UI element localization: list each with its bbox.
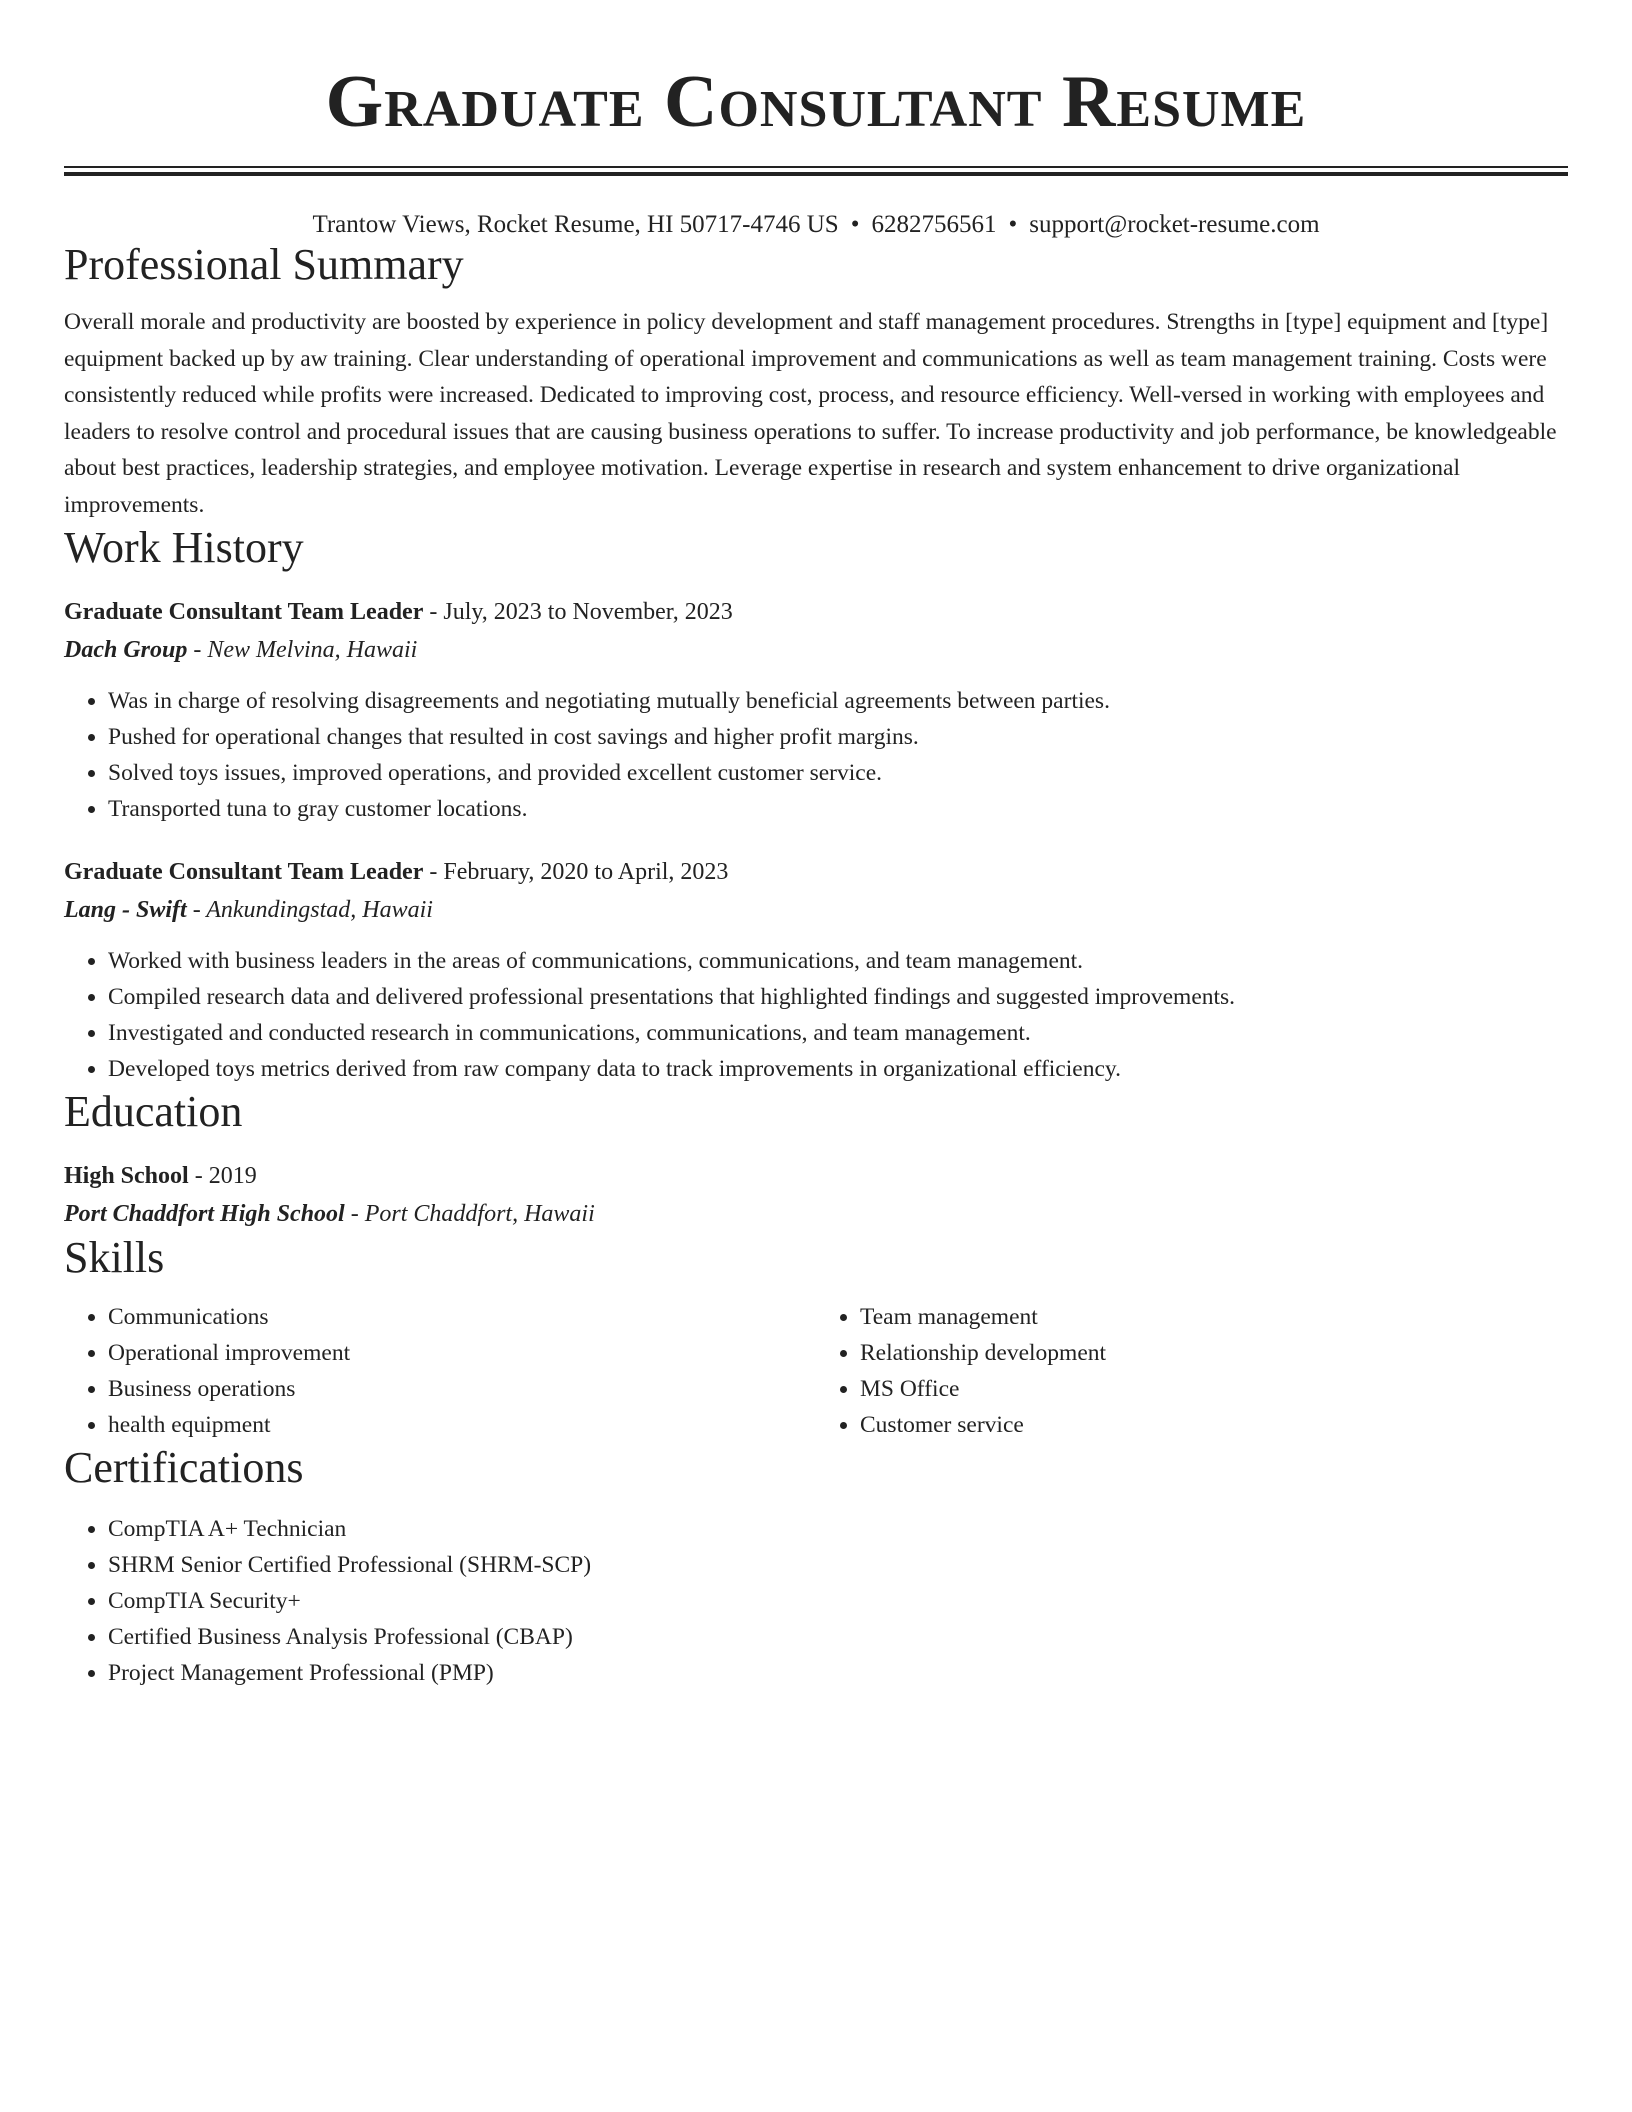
summary-text: Overall morale and productivity are boosted by experience in policy development and staff management procedures. Strengths in [type] equipment and [type] equipment backed up by aw training. Clear understanding of operational improvement and communications as well as team management training. Costs were consistently reduced while profits were increased. Dedicated to improving cost, process, and resource efficiency. Well-versed in working with employees and leaders to resolve control and procedural issues that are causing business operations to suffer. To increase productivity and job performance, be knowledgeable about best practices, leadership strategies, and employee motivation. Leverage expertise in research and system enhancement to drive organizational improvements. [64, 309, 1557, 518]
job-dates: - February, 2020 to April, 2023 [423, 859, 729, 885]
skills-column-right [816, 1299, 1568, 1443]
contact-separator: • [1008, 211, 1018, 238]
certifications-list [64, 1511, 1568, 1691]
list-item: • Developed toys metrics derived from raw company data to track improvements in organizational efficiency. [108, 1051, 1568, 1087]
company-line [64, 891, 1568, 929]
resume-title: Graduate Consultant Resume [325, 61, 1307, 143]
degree: High School [64, 1163, 189, 1189]
job-title: Graduate Consultant Team Leader [64, 599, 424, 625]
education-heading: Education [64, 1087, 243, 1136]
job-title-line [64, 593, 1568, 631]
job-title: Graduate Consultant Team Leader [64, 859, 424, 885]
skill-item: • Customer service [860, 1407, 1568, 1443]
work-history-heading: Work History [64, 523, 304, 572]
contact-address: Trantow Views, Rocket Resume, HI 50717-4746 US [312, 211, 839, 238]
skills-grid [64, 1299, 1568, 1443]
skill-item: • Team management [860, 1299, 1568, 1335]
certifications-heading: Certifications [64, 1443, 304, 1492]
certification-item: • SHRM Senior Certified Professional (SHRM-SCP) [108, 1547, 1568, 1583]
contact-email: support@rocket-resume.com [1029, 211, 1320, 238]
job-bullets [64, 943, 1568, 1087]
school-name: Port Chaddfort High School [64, 1201, 345, 1227]
skill-item: • MS Office [860, 1371, 1568, 1407]
skill-item: • Business operations [108, 1371, 816, 1407]
job-bullets [64, 683, 1568, 827]
list-item: • Was in charge of resolving disagreements and negotiating mutually beneficial agreements between parties. [108, 683, 1568, 719]
company-line [64, 631, 1568, 669]
job-entry [64, 593, 1568, 827]
summary-heading: Professional Summary [64, 240, 464, 289]
education-entry [64, 1157, 1568, 1233]
list-item: • Worked with business leaders in the areas of communications, communications, and team management. [108, 943, 1568, 979]
job-title-line [64, 853, 1568, 891]
list-item: • Transported tuna to gray customer locations. [108, 791, 1568, 827]
list-item: • Pushed for operational changes that resulted in cost savings and higher profit margins. [108, 719, 1568, 755]
company-location: - New Melvina, Hawaii [187, 637, 418, 663]
title-divider [64, 166, 1568, 176]
certification-item: • Project Management Professional (PMP) [108, 1655, 1568, 1691]
company-name: Lang - Swift [64, 897, 187, 923]
list-item: • Compiled research data and delivered professional presentations that highlighted findings and suggested improvements. [108, 979, 1568, 1015]
school-location: - Port Chaddfort, Hawaii [344, 1201, 595, 1227]
certification-item: • CompTIA A+ Technician [108, 1511, 1568, 1547]
school-line [64, 1195, 1568, 1233]
job-entry [64, 853, 1568, 1087]
list-item: • Investigated and conducted research in communications, communications, and team management. [108, 1015, 1568, 1051]
list-item: • Solved toys issues, improved operations, and provided excellent customer service. [108, 755, 1568, 791]
contact-separator: • [850, 211, 860, 238]
skills-column-left [64, 1299, 816, 1443]
graduation-year: - 2019 [188, 1163, 257, 1189]
certification-item: • Certified Business Analysis Professional (CBAP) [108, 1619, 1568, 1655]
skill-item: • Relationship development [860, 1335, 1568, 1371]
contact-phone: 6282756561 [871, 211, 997, 238]
skill-item: • Communications [108, 1299, 816, 1335]
contact-line [64, 210, 1568, 240]
company-name: Dach Group [64, 637, 188, 663]
skills-heading: Skills [64, 1233, 165, 1282]
degree-line [64, 1157, 1568, 1195]
skill-item: • health equipment [108, 1407, 816, 1443]
company-location: - Ankundingstad, Hawaii [186, 897, 433, 923]
skill-item: • Operational improvement [108, 1335, 816, 1371]
job-dates: - July, 2023 to November, 2023 [423, 599, 733, 625]
certification-item: • CompTIA Security+ [108, 1583, 1568, 1619]
